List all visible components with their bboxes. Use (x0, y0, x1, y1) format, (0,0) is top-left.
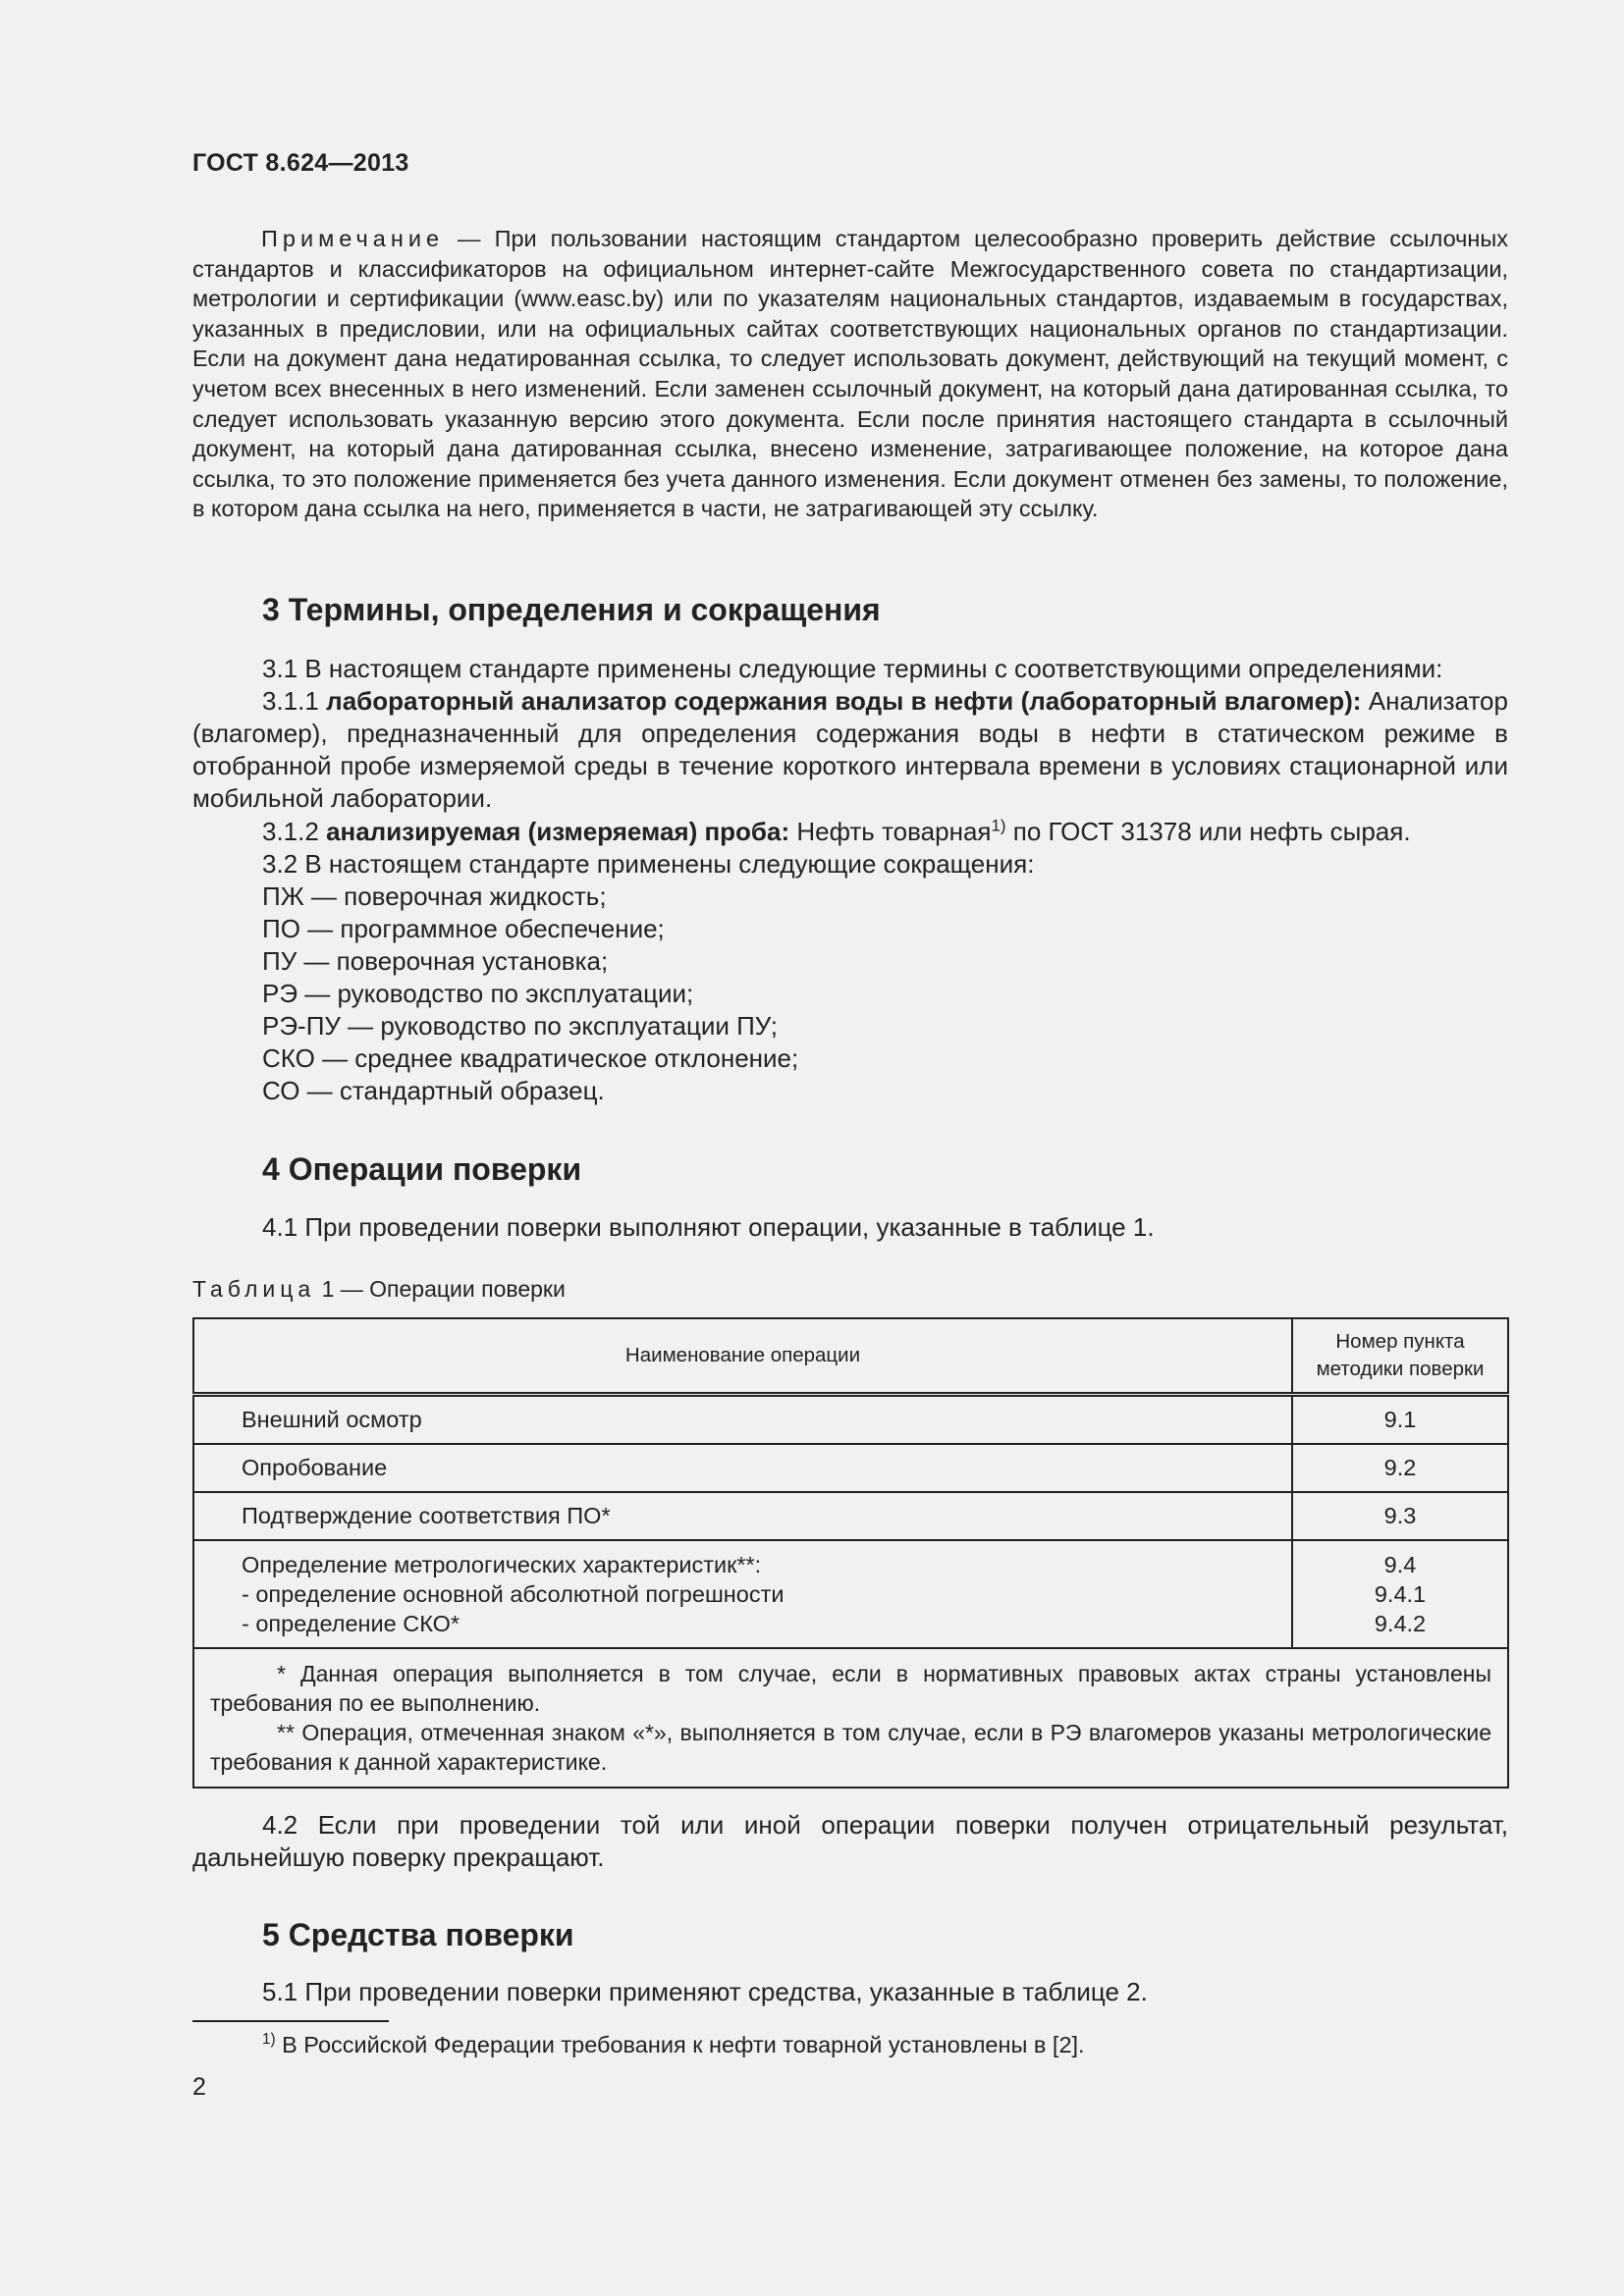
operation-name-line: Определение метрологических характеристик**: (242, 1552, 762, 1577)
definition-analyzed-sample-tail: по ГОСТ 31378 или нефть сырая. (1005, 817, 1411, 846)
abbreviation-item: РЭ — руководство по эксплуатации; (262, 979, 694, 1008)
section-4-title: 4 Операции поверки (262, 1151, 582, 1187)
header-clause-number (1292, 1318, 1508, 1395)
section-5-title: 5 Средства поверки (262, 1917, 574, 1952)
note-text: — При пользовании настоящим стандартом целесообразно проверить действие ссылочных стандартов и классификаторов на официальном интернет-сайте Межгосударственного совета по стандартизации, метрологии и сертификации (www.easc.by) или по указателям национальных стандартов, издаваемым в государствах, указанных в предисловии, или на официальных сайтах соответствующих национальных органов по стандартизации. Если на документ дана недатированная ссылка, то следует использовать документ, действующий на текущий момент, с учетом всех внесенных в него изменений. Если заменен ссылочный документ, на который дана датированная ссылка, то следует использовать указанную версию этого документа. Если после принятия настоящего стандарта в ссылочный документ, на который дана датированная ссылка, внесено изменение, затрагивающее положение, на которое дана ссылка, то это положение применяется без учета данного изменения. Если документ отменен без замены, то положение, в котором дана ссылка на него, применяется в части, не затрагивающей эту ссылку. (192, 226, 1508, 522)
operation-clause: 9.1 (1292, 1395, 1508, 1445)
table-caption (192, 1276, 566, 1303)
abbreviation-item: ПУ — поверочная установка; (262, 946, 609, 976)
operation-name: Опробование (193, 1444, 1292, 1492)
table-footnotes-cell (193, 1648, 1508, 1788)
abbreviation-list (262, 881, 798, 1107)
section-3-title: 3 Термины, определения и сокращения (262, 592, 881, 627)
clause-5-1: 5.1 При проведении поверки применяют средства, указанные в таблице 2. (262, 1977, 1148, 2006)
term-analyzed-sample: анализируемая (измеряемая) проба: (326, 817, 790, 846)
abbreviation-item: РЭ-ПУ — руководство по эксплуатации ПУ; (262, 1011, 778, 1041)
table-footnote: ** Операция, отмеченная знаком «*», выполняется в том случае, если в РЭ влагомеров указаны метрологические требования к данной характеристике. (210, 1720, 1491, 1775)
operation-name: Подтверждение соответствия ПО* (193, 1492, 1292, 1540)
operation-clause: 9.2 (1292, 1444, 1508, 1492)
operation-clause (1292, 1540, 1508, 1648)
table-header-row (193, 1318, 1508, 1395)
clause-3-1-1-number: 3.1.1 (262, 686, 327, 716)
operation-clause-line: 9.4 (1383, 1552, 1417, 1577)
table-row (193, 1395, 1508, 1445)
header-operation-name: Наименование операции (193, 1318, 1292, 1395)
footnote-ref-1: 1) (991, 816, 1006, 835)
operation-name-line: - определение основной абсолютной погрешности (242, 1581, 785, 1607)
operation-clause-line: 9.4.2 (1374, 1611, 1427, 1636)
page-number: 2 (192, 2073, 206, 2101)
definition-analyzed-sample: Нефть товарная (789, 817, 992, 846)
footnote-mark: 1) (262, 2031, 276, 2049)
operations-table (192, 1317, 1509, 1789)
abbreviation-item: ПО — программное обеспечение; (262, 914, 665, 943)
operation-clause: 9.3 (1292, 1492, 1508, 1540)
footnote-divider (192, 2020, 389, 2022)
clause-3-2: 3.2 В настоящем стандарте применены следующие сокращения: (262, 849, 1035, 879)
header-clause-number-line-2: методики поверки (1316, 1358, 1485, 1380)
clause-3-1: 3.1 В настоящем стандарте применены следующие термины с соответствующими определениями: (262, 654, 1443, 683)
table-footnotes (193, 1648, 1508, 1788)
table-row (193, 1444, 1508, 1492)
clause-4-1: 4.1 При проведении поверки выполняют операции, указанные в таблице 1. (262, 1212, 1155, 1242)
document-code: ГОСТ 8.624—2013 (192, 149, 409, 177)
term-lab-moisture-analyzer: лабораторный анализатор содержания воды в нефти (лабораторный влагомер): (326, 686, 1362, 716)
page-footnote (262, 2030, 1085, 2059)
operation-name: Внешний осмотр (193, 1395, 1292, 1445)
table-caption-text: 1 — Операции поверки (315, 1276, 566, 1302)
clause-3-1-2 (262, 816, 1411, 848)
clause-3-1-1 (192, 685, 1508, 815)
operation-name-line: - определение СКО* (242, 1611, 460, 1636)
abbreviation-item: СКО — среднее квадратическое отклонение; (262, 1043, 799, 1073)
footnote-text: В Российской Федерации требования к нефти товарной установлены в [2]. (275, 2032, 1085, 2057)
abbreviation-item: ПЖ — поверочная жидкость; (262, 881, 607, 911)
abbreviation-item: СО — стандартный образец. (262, 1076, 605, 1105)
clause-4-2: 4.2 Если при проведении той или иной операции поверки получен отрицательный результат, дальнейшую поверку прекращают. (192, 1810, 1508, 1872)
note-label: Примечание (261, 226, 445, 251)
operation-name (193, 1540, 1292, 1648)
operation-clause-line: 9.4.1 (1374, 1581, 1427, 1607)
table-caption-label: Таблица (192, 1276, 316, 1302)
reference-note (192, 224, 1508, 524)
definition-lab-moisture-analyzer: Анализатор (влагомер), предназначенный для определения содержания воды в нефти в статическом режиме в отобранной пробе измеряемой среды в течение короткого интервала времени в условиях стационарной или мобильной лаборатории. (192, 686, 1508, 813)
header-clause-number-line-1: Номер пункта (1335, 1330, 1465, 1353)
clause-3-1-2-number: 3.1.2 (262, 817, 327, 846)
table-footnote: * Данная операция выполняется в том случае, если в нормативных правовых актах страны установлены требования по ее выполнению. (210, 1661, 1491, 1716)
table-row (193, 1540, 1508, 1648)
table-row (193, 1492, 1508, 1540)
